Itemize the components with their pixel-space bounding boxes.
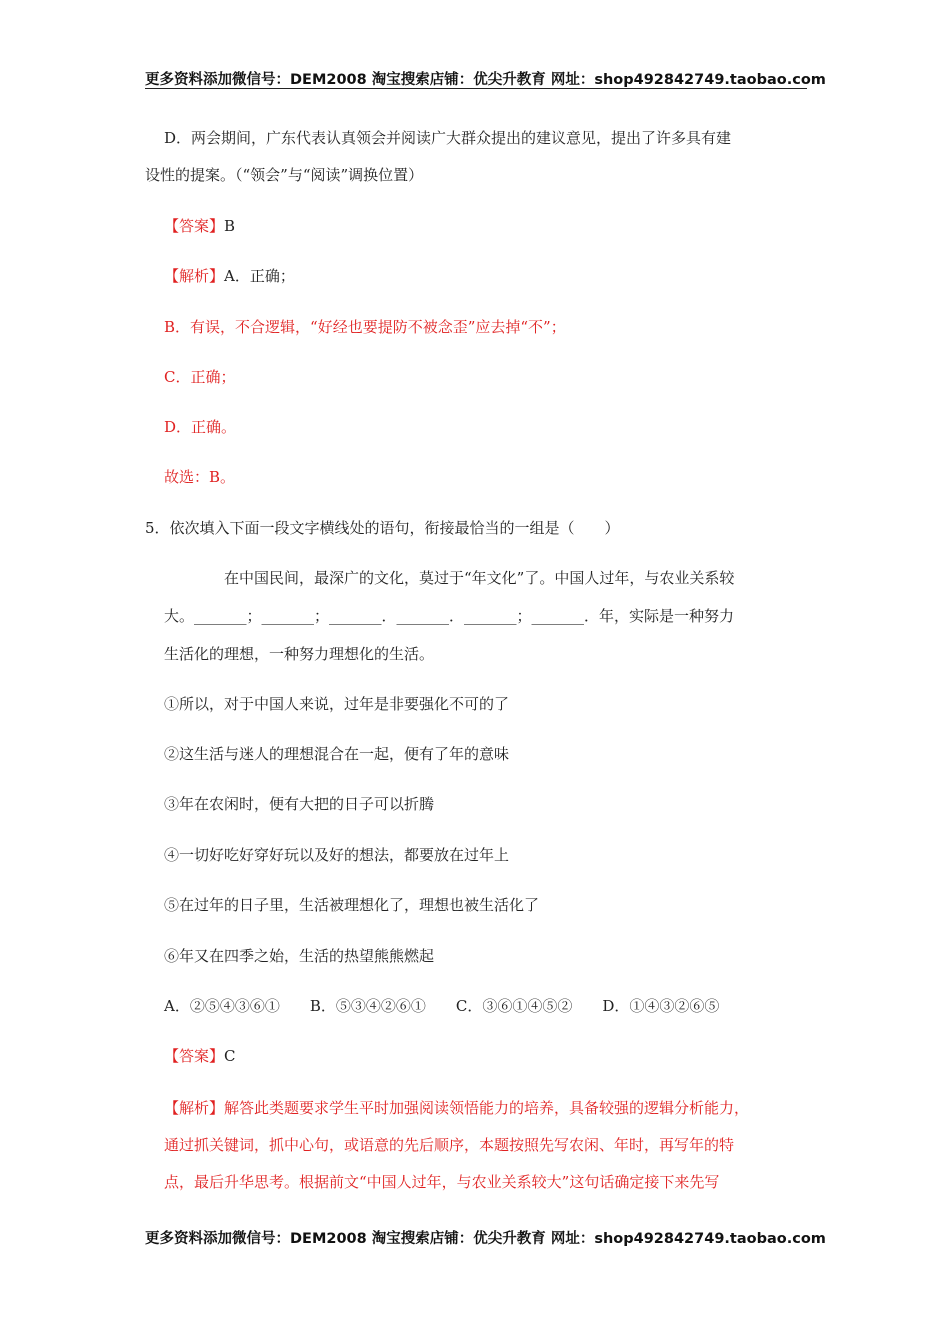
q5-analysis-line1	[164, 1098, 749, 1118]
q5-answer-line	[164, 1046, 236, 1066]
item-1: ①所以，对于中国人来说，过年是非要强化不可的了	[164, 695, 510, 713]
option-a: A．②⑤④③⑥①	[164, 997, 280, 1015]
passage-line2: 大。_______；_______；_______．_______．_______；_______．年，实际是一种努力	[164, 607, 735, 625]
option-d-line1: D．两会期间，广东代表认真领会并阅读广大群众提出的建议意见，提出了许多具有建	[164, 129, 732, 147]
option-d-line2: 设性的提案。（“领会”与“阅读”调换位置）	[145, 166, 424, 184]
conclusion: 故选：B。	[164, 468, 236, 486]
item-5: ⑤在过年的日子里，生活被理想化了，理想也被生活化了	[164, 896, 540, 914]
analysis-tag: 【解析】	[164, 267, 225, 285]
answer-tag: 【答案】	[164, 217, 225, 235]
analysis-a: A．正确；	[224, 267, 295, 285]
q5-analysis-text1: 解答此类题要求学生平时加强阅读领悟能力的培养，具备较强的逻辑分析能力，	[224, 1099, 750, 1117]
header-divider	[145, 88, 807, 89]
item-2: ②这生活与迷人的理想混合在一起，便有了年的意味	[164, 745, 510, 763]
item-3: ③年在农闲时，便有大把的日子可以折腾	[164, 795, 435, 813]
q5-analysis-tag: 【解析】	[164, 1099, 225, 1117]
q5-answer-tag: 【答案】	[164, 1047, 225, 1065]
item-4: ④一切好吃好穿好玩以及好的想法，都要放在过年上	[164, 846, 510, 864]
page-header: 更多资料添加微信号：DEM2008 淘宝搜索店铺：优尖升教育 网址：shop492842749.taobao.com	[145, 72, 826, 88]
analysis-d: D．正确。	[164, 418, 237, 436]
answer-line	[164, 216, 235, 236]
answer-value: B	[224, 217, 236, 235]
option-b: B．⑤③④②⑥①	[309, 997, 426, 1015]
q5-analysis-line2: 通过抓关键词，抓中心句，或语意的先后顺序，本题按照先写农闲、年时，再写年的特	[164, 1136, 735, 1154]
page-footer: 更多资料添加微信号：DEM2008 淘宝搜索店铺：优尖升教育 网址：shop492842749.taobao.com	[145, 1231, 826, 1247]
option-d: D．①④③②⑥⑤	[602, 997, 720, 1015]
passage-line3: 生活化的理想，一种努力理想化的生活。	[164, 645, 435, 663]
passage-line1: 在中国民间，最深广的文化，莫过于“年文化”了。中国人过年，与农业关系较	[224, 569, 735, 587]
q5-analysis-line3: 点，最后升华思考。根据前文“中国人过年，与农业关系较大”这句话确定接下来先写	[164, 1173, 720, 1191]
analysis-line	[164, 266, 295, 286]
options-row	[164, 996, 719, 1016]
option-c: C．③⑥①④⑤②	[455, 997, 573, 1015]
question-stem: 5．依次填入下面一段文字横线处的语句，衔接最恰当的一组是（ ）	[145, 519, 620, 537]
item-6: ⑥年又在四季之始，生活的热望熊熊燃起	[164, 947, 435, 965]
analysis-c: C．正确；	[164, 368, 236, 386]
analysis-b: B．有误，不合逻辑，“好经也要提防不被念歪”应去掉“不”；	[164, 318, 566, 336]
q5-answer-value: C	[224, 1047, 236, 1065]
